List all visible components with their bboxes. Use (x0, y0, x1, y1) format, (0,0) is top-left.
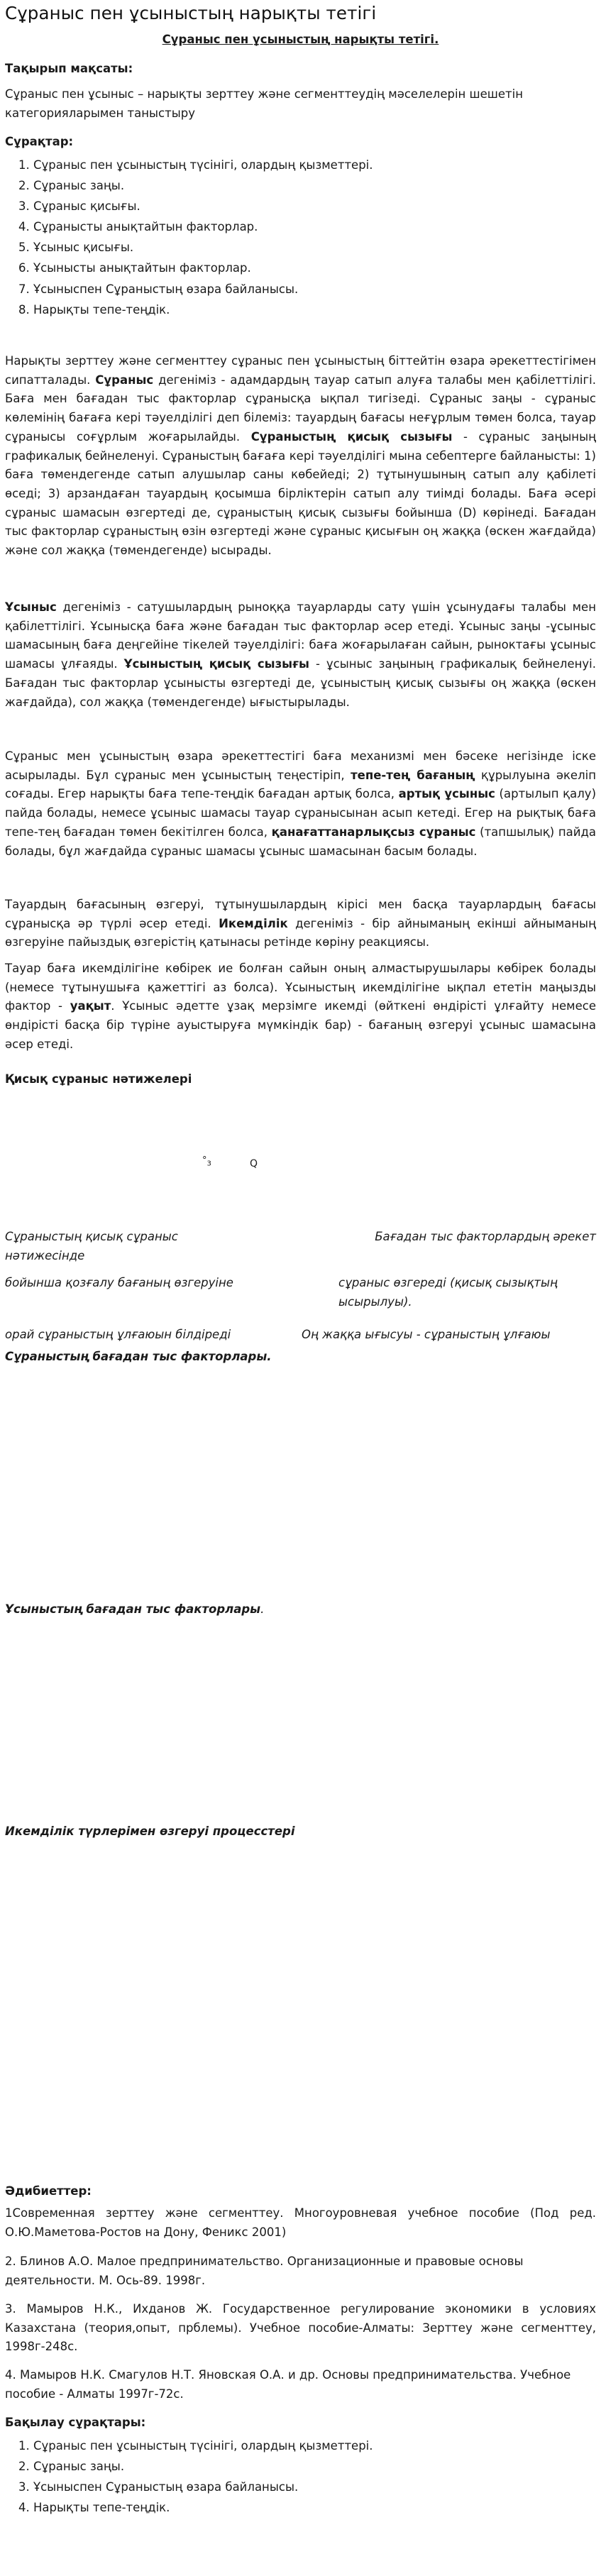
literature-item: 3. Мамыров Н.К., Ихданов Ж. Государственное регулирование экономики в условиях Казахстана (теория,опыт, прблемы). Учебное пособие-Алматы: Зерттеу және сегменттеу, 1998г-248с. (5, 2302, 596, 2354)
goal-text: Сұраныс пен ұсыныс – нарықты зерттеу және сегменттеудің мәселелерін шешетін категорияларымен таныстыру (5, 87, 524, 120)
literature-heading: Әдибиеттер: (5, 2184, 92, 2198)
page-title: Сұраныс пен ұсыныстың нарықты тетігі (5, 3, 377, 23)
control-question-item: 4. Нарықты тепе-теңдік. (33, 2497, 601, 2518)
control-question-item: 2. Сұраныс заңы. (33, 2456, 601, 2477)
question-item: 2. Сұраныс заңы. (33, 175, 601, 196)
control-questions-heading: Бақылау сұрақтары: (5, 2416, 146, 2429)
note-right-3: Оң жаққа ығысуы - сұраныстың ұлғаюы (302, 1328, 551, 1341)
literature-item: 4. Мамыров Н.К. Смагулов Н.Т. Яновская О.А. и др. Основы предпринимательства. Учебное пособие - Алматы 1997г-72с. (5, 2368, 571, 2401)
note-right-1: Бағадан тыс факторлардың әрекет (375, 1230, 596, 1243)
chart-axis-fragment: $^\circ_3$ (202, 1155, 211, 1168)
literature-item: 1Современная зерттеу және сегменттеу. Многоуровневая учебное пособие (Под ред. О.Ю.Маметова-Ростов на Дону, Феникс 2001) (5, 2206, 596, 2239)
chart-axis-q-label: Q (250, 1158, 258, 1169)
question-item: 3. Сұраныс қисығы. (33, 196, 601, 216)
question-item: 5. Ұсыныс қисығы. (33, 237, 601, 258)
questions-heading: Сұрақтар: (5, 135, 74, 148)
note-left-1: Сұраныстың қисық сұраныс нәтижесінде (5, 1230, 178, 1262)
note-left-3: орай сұраныстың ұлғаюын білдіреді (5, 1328, 231, 1341)
paragraph-equilibrium: Сұраныс мен ұсыныстың өзара әрекеттестігі баға механизмі мен бәсеке негізінде іске асырылады. Бұл сұраныс мен ұсыныстың теңестіріп, тепе-тең бағаның құрылуына әкеліп соғады. Егер нарықты баға тепе-теңдік бағадан артық болса, артық ұсыныс (артылып қалу) пайда болады, немесе ұсыныс шамасы тауар сұранысынан асып кетеді. Егер на рықтық баға тепе-тең бағадан төмен бекітілген болса, қанағаттанарлықсыз сұраныс (тапшылық) пайда болады, бұл жағдайда сұраныс шамасы ұсыныс шамасынан басым болады. (5, 749, 597, 858)
supply-nonprice-heading: Ұсыныстың бағадан тыс факторлары. (5, 1602, 265, 1616)
paragraph-supply: Ұсыныс дегеніміз - сатушылардың рыноққа тауарларды сату үшін ұсынудағы талабы мен қабілеттілігі. Ұсынысқа баға және бағадан тыс факторлар әсер етеді. Ұсыныс заңы -ұсыныс шамасының баға деңгейіне тікелей тәуелділігі: баға жоғарылаған сайын, рыноктағы ұсыныс шамасы ұлғаяды. Ұсыныстың қисық сызығы - ұсыныс заңының графикалық бейнеленуі. Бағадан тыс факторлар ұсынысты өзгертеді де, ұсыныстың қисық сызығы оң жаққа (өскен жағдайда), сол жаққа (төмендегенде) ығыстырылады. (5, 600, 596, 709)
curve-heading: Қисық сұраныс нәтижелері (5, 1072, 192, 1086)
paragraph-demand: Нарықты зерттеу және сегменттеу сұраныс пен ұсыныстың біттейтін өзара әрекеттестігімен сипатталады. Сұраныс дегеніміз - адамдардың тауар сатып алуға талабы мен қабілеттілігі. Баға мен бағадан тыс факторлар сұранысқа ықпал тигізеді. Сұраныс заңы - сұраныс көлемінің бағаға кері тәуелділігі деп білеміз: тауардың бағасы неғұрлым төмен болса, тауар сұранысы соғұрлым жоғарылайды. Сұраныстың қисық сызығы - сұраныс заңының графикалық бейнеленуі. Сұраныстың бағаға кері тәуелділігі мына себептерге байланысты: 1) баға төмендегенде сатып алушылар саны көбейеді; 2) тұтынушының сатып алу қабілеті өседі; 3) арзандаған тауардың қосымша бірліктерін сатып алу тиімді болады. Баға әсері сұраныс шамасын өзгертеді де, сұраныстың қисық сызығы бойынша (D) көрінеді. Бағадан тыс факторлар сұраныстың өзін өзгертеді және сұраныс қисығын оң жаққа (өскен жағдайда) және сол жаққа (төмендегенде) ысырады. (5, 354, 596, 558)
elasticity-heading: Икемділік түрлерімен өзгеруі процесстері (5, 1824, 295, 1838)
question-item: 1. Сұраныс пен ұсыныстың түсінігі, олардың қызметтері. (33, 155, 601, 175)
control-question-item: 3. Ұсыныспен Сұраныстың өзара байланысы. (33, 2477, 601, 2497)
note-left-2: бойынша қозғалу бағаның өзгеруіне (5, 1276, 233, 1289)
question-item: 6. Ұсынысты анықтайтын факторлар. (33, 258, 601, 278)
paragraph-time-factor: Тауар баға икемділігіне көбірек ие болған сайын оның алмастырушылары көбірек болады (немесе тұтынушыға қажеттігі аз болса). Ұсыныстың икемділігіне ықпал ететін маңызды фактор - уақыт. Ұсыныс әдетте ұзақ мерзімге икемді (өйткені өндірісті ұлғайту немесе өндірісті басқа бір түріне ауыстыруға мүмкіндік бар) - бағаның өзгеруі ұсыныс шамасына әсер етеді. (5, 962, 596, 1051)
paragraph-elasticity: Тауардың бағасының өзгеруі, тұтынушылардың кірісі мен басқа тауарлардың бағасы сұранысқа әр түрлі әсер етеді. Икемділік дегеніміз - бір айныманың екінші айныманың өзгеруіне пайыздық өзгерістің қатынасы ретінде көріну реакциясы. (5, 898, 596, 950)
goal-heading: Тақырып мақсаты: (5, 62, 133, 75)
question-item: 7. Ұсыныспен Сұраныстың өзара байланысы. (33, 279, 601, 299)
note-right-2: сұраныс өзгереді (қисық сызықтың ысырылуы). (338, 1276, 558, 1309)
control-questions-list (5, 2435, 601, 2518)
question-item: 4. Сұранысты анықтайтын факторлар. (33, 216, 601, 237)
document-subtitle: Сұраныс пен ұсыныстың нарықты тетігі. (162, 33, 439, 46)
questions-list (5, 155, 601, 320)
literature-item: 2. Блинов А.О. Малое предпринимательство. Организационные и правовые основы деятельности. М. Ось-89. 1998г. (5, 2255, 524, 2287)
demand-nonprice-heading: Сұраныстың бағадан тыс факторлары. (5, 1350, 272, 1363)
question-item: 8. Нарықты тепе-теңдік. (33, 299, 601, 320)
control-question-item: 1. Сұраныс пен ұсыныстың түсінігі, олардың қызметтері. (33, 2435, 601, 2456)
